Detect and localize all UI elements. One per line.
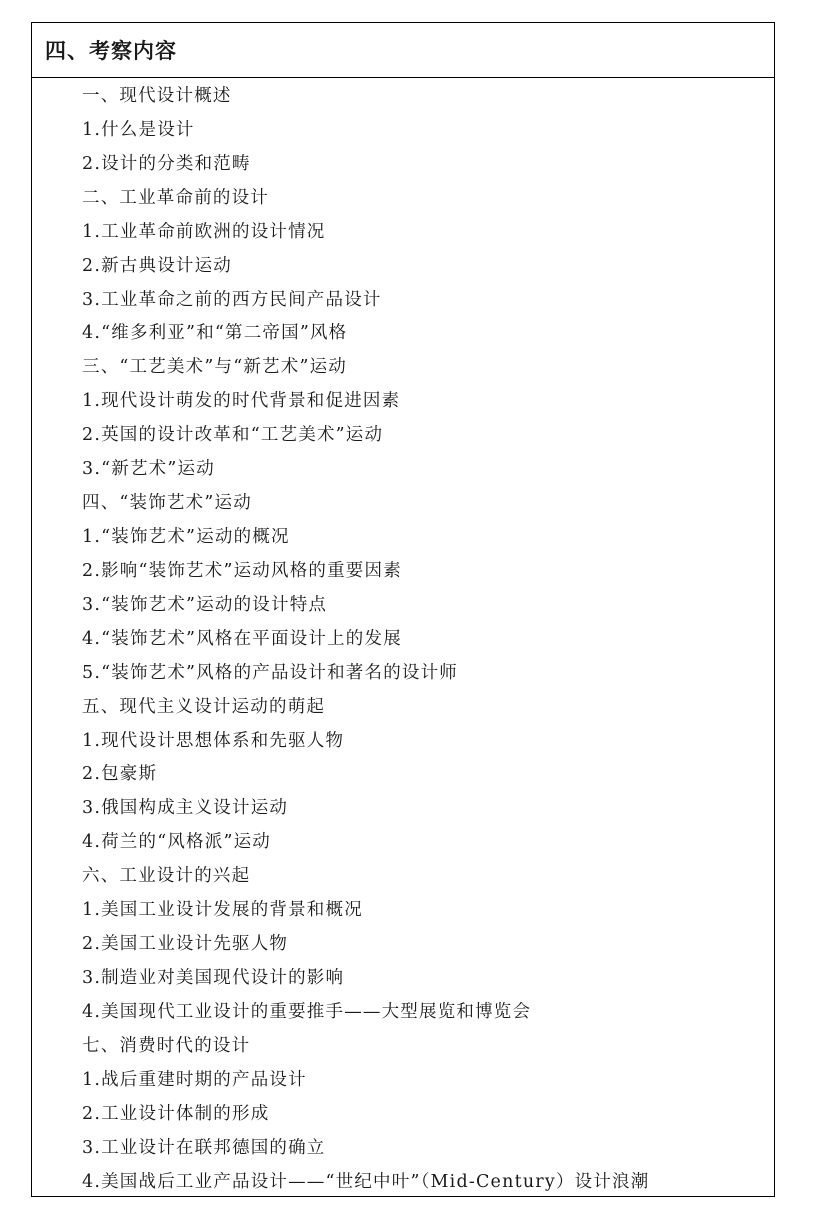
outline-line: 3.制造业对美国现代设计的影响 (82, 967, 345, 988)
outline-line: 2.英国的设计改革和“工艺美术”运动 (82, 425, 384, 446)
outline-line: 二、工业革命前的设计 (82, 187, 269, 208)
outline-line: 3.俄国构成主义设计运动 (82, 798, 289, 819)
outline-line: 2.包豪斯 (82, 764, 158, 785)
outline-line: 四、“装饰艺术”运动 (82, 493, 252, 514)
outline-line: 六、工业设计的兴起 (82, 866, 251, 887)
outline-line: 4.“装饰艺术”风格在平面设计上的发展 (82, 628, 402, 649)
outline-line: 1.现代设计思想体系和先驱人物 (82, 730, 345, 751)
outline-line: 2.影响“装饰艺术”运动风格的重要因素 (82, 560, 402, 581)
outline-line: 3.工业设计在联邦德国的确立 (82, 1137, 326, 1158)
outline-line: 4.荷兰的“风格派”运动 (82, 832, 271, 853)
outline-line: 1.美国工业设计发展的背景和概况 (82, 900, 363, 921)
outline-line: 1.战后重建时期的产品设计 (82, 1069, 307, 1090)
outline-line: 3.工业革命之前的西方民间产品设计 (82, 289, 382, 310)
outline-line: 1.“装饰艺术”运动的概况 (82, 526, 290, 547)
outline-line: 一、现代设计概述 (82, 86, 232, 106)
outline-line: 五、现代主义设计运动的萌起 (82, 696, 326, 717)
section-title: 四、考察内容 (45, 38, 177, 63)
outline-line: 1.什么是设计 (82, 119, 195, 140)
outline-line: 5.“装饰艺术”风格的产品设计和著名的设计师 (82, 662, 458, 683)
outline-list (32, 78, 774, 1199)
outline-line: 2.工业设计体制的形成 (82, 1103, 270, 1124)
table-header-cell (32, 23, 774, 78)
outline-line: 1.工业革命前欧洲的设计情况 (82, 221, 326, 242)
outline-line: 3.“新艺术”运动 (82, 459, 215, 480)
outline-line: 4.“维多利亚”和“第二帝国”风格 (82, 323, 348, 344)
outline-line: 3.“装饰艺术”运动的设计特点 (82, 594, 328, 615)
outline-line: 2.新古典设计运动 (82, 255, 232, 276)
outline-line: 4.美国战后工业产品设计——“世纪中叶”（Mid-Century）设计浪潮 (82, 1171, 650, 1192)
outline-line: 七、消费时代的设计 (82, 1035, 251, 1056)
outline-line: 三、“工艺美术”与“新艺术”运动 (82, 357, 347, 378)
outline-line: 2.设计的分类和范畴 (82, 153, 251, 174)
outline-line: 4.美国现代工业设计的重要推手——大型展览和博览会 (82, 1001, 532, 1022)
outline-line: 2.美国工业设计先驱人物 (82, 934, 289, 955)
content-table (31, 22, 775, 1197)
outline-line: 1.现代设计萌发的时代背景和促进因素 (82, 391, 401, 412)
